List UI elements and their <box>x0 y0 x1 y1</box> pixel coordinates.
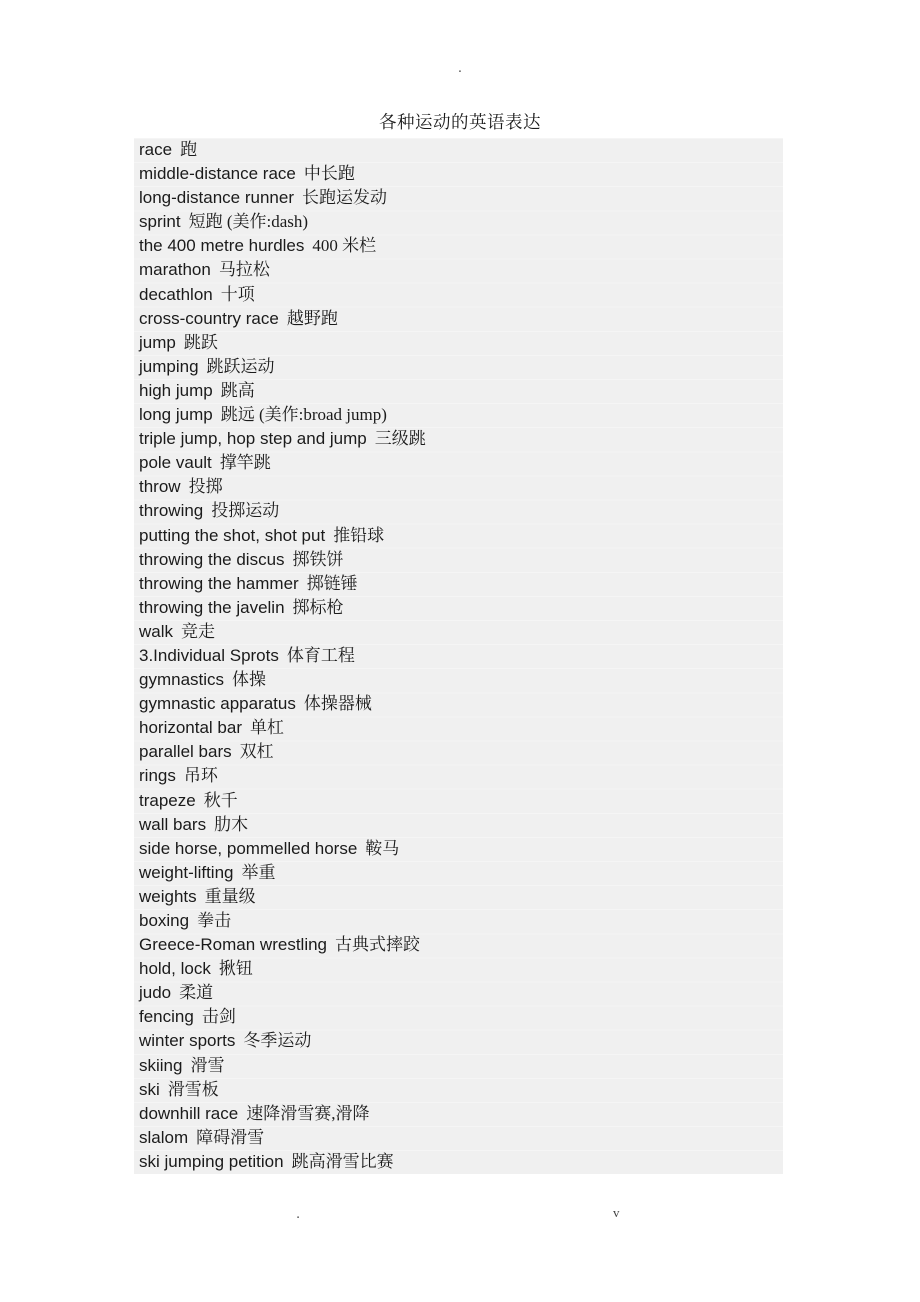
vocab-row <box>134 1054 783 1078</box>
vocab-translation-zh: 滑雪板 <box>167 1079 219 1099</box>
vocab-row <box>134 1029 783 1053</box>
vocab-translation-zh: 跑 <box>180 140 198 159</box>
vocab-translation-zh: 跳高 <box>220 380 255 400</box>
vocab-term-en: slalom <box>139 1127 189 1147</box>
vocab-row <box>134 644 783 668</box>
vocab-row <box>134 740 783 764</box>
vocab-translation-zh: 体操 <box>232 670 267 690</box>
vocab-term-en: horizontal bar <box>139 718 243 738</box>
vocab-row <box>134 692 783 716</box>
vocab-term-en: Greece-Roman wrestling <box>139 935 328 955</box>
vocab-row <box>134 1102 783 1126</box>
vocab-row <box>134 355 783 379</box>
vocab-translation-zh: 速降滑雪赛,滑降 <box>246 1103 370 1123</box>
vocab-translation-zh: 撑竿跳 <box>219 453 271 473</box>
vocab-term-en: marathon <box>139 260 211 280</box>
vocab-row <box>134 596 783 620</box>
vocab-translation-zh: 短跑 (美作:dash) <box>188 212 309 232</box>
vocab-row <box>134 909 783 933</box>
vocab-term-en: throwing the discus <box>139 549 285 569</box>
vocab-translation-zh: 400 米栏 <box>312 236 377 256</box>
vocab-translation-zh: 击剑 <box>201 1007 236 1027</box>
vocab-translation-zh: 柔道 <box>179 983 214 1003</box>
vocab-translation-zh: 投掷运动 <box>211 501 280 521</box>
vocab-row <box>134 258 783 282</box>
vocab-row <box>134 475 783 499</box>
vocab-translation-zh: 障碍滑雪 <box>196 1127 265 1147</box>
vocab-translation-zh: 双杠 <box>239 742 274 762</box>
vocab-row <box>134 186 783 210</box>
top-period-mark: . <box>457 59 463 76</box>
vocab-translation-zh: 鞍马 <box>365 838 400 858</box>
vocab-row <box>134 451 783 475</box>
vocab-term-en: the 400 metre hurdles <box>139 236 305 256</box>
vocab-row <box>134 403 783 427</box>
vocab-term-en: throwing the javelin <box>139 597 285 617</box>
vocab-row <box>134 861 783 885</box>
vocab-term-en: race <box>139 140 173 159</box>
vocab-translation-zh: 投掷 <box>188 477 223 497</box>
vocab-term-en: rings <box>139 766 176 786</box>
vocab-term-en: jumping <box>139 356 199 376</box>
vocab-row <box>134 668 783 692</box>
vocab-term-en: side horse, pommelled horse <box>139 838 358 858</box>
vocab-row <box>134 138 783 162</box>
vocab-row <box>134 572 783 596</box>
vocab-row <box>134 957 783 981</box>
vocab-translation-zh: 竞走 <box>181 621 216 641</box>
vocab-translation-zh: 马拉松 <box>218 260 270 280</box>
vocab-term-en: long-distance runner <box>139 188 294 208</box>
vocab-translation-zh: 掷铁饼 <box>292 549 344 569</box>
vocab-row <box>134 307 783 331</box>
vocab-translation-zh: 秋千 <box>203 790 238 810</box>
vocab-translation-zh: 三级跳 <box>374 429 426 449</box>
vocab-term-en: long jump <box>139 405 213 425</box>
vocab-translation-zh: 推铅球 <box>333 525 385 545</box>
vocab-term-en: throw <box>139 477 181 497</box>
vocab-translation-zh: 肋木 <box>214 814 249 834</box>
vocab-row <box>134 981 783 1005</box>
vocab-row <box>134 1126 783 1150</box>
vocab-term-en: throwing <box>139 501 204 521</box>
page-title: 各种运动的英语表达 <box>379 112 541 132</box>
vocab-row <box>134 789 783 813</box>
vocab-term-en: middle-distance race <box>139 164 296 184</box>
vocab-term-en: ski <box>139 1079 160 1099</box>
vocab-translation-zh: 单杠 <box>250 718 285 738</box>
vocab-row <box>134 837 783 861</box>
vocab-term-en: jump <box>139 332 176 352</box>
vocab-translation-zh: 掷链锤 <box>306 573 358 593</box>
vocab-translation-zh: 古典式摔跤 <box>335 935 421 955</box>
vocab-term-en: hold, lock <box>139 959 211 979</box>
vocab-translation-zh: 跳远 (美作:broad jump) <box>220 405 387 425</box>
vocab-row <box>134 764 783 788</box>
vocab-row <box>134 283 783 307</box>
vocab-translation-zh: 中长跑 <box>303 164 355 184</box>
vocab-row <box>134 427 783 451</box>
vocab-translation-zh: 滑雪 <box>190 1055 225 1075</box>
vocab-row <box>134 379 783 403</box>
vocab-term-en: triple jump, hop step and jump <box>139 429 367 449</box>
vocab-row <box>134 620 783 644</box>
vocab-term-en: cross-country race <box>139 308 279 328</box>
vocab-term-en: boxing <box>139 911 190 930</box>
vocab-translation-zh: 体操器械 <box>303 694 372 714</box>
vocab-term-en: judo <box>139 983 172 1003</box>
vocab-translation-zh: 跳跃 <box>183 332 218 352</box>
vocab-term-en: fencing <box>139 1007 194 1027</box>
vocab-translation-zh: 体育工程 <box>286 645 355 665</box>
bottom-v-mark: v <box>613 1205 620 1220</box>
vocab-row <box>134 716 783 740</box>
vocab-term-en: weight-lifting <box>139 862 234 882</box>
vocab-term-en: walk <box>139 621 174 641</box>
vocab-term-en: decathlon <box>139 284 213 304</box>
vocab-term-en: wall bars <box>139 814 207 834</box>
vocab-term-en: 3.Individual Sprots <box>139 645 279 665</box>
vocab-row <box>134 1150 783 1174</box>
vocab-row <box>134 548 783 572</box>
vocab-translation-zh: 十项 <box>220 284 255 304</box>
vocab-translation-zh: 掷标枪 <box>292 597 344 617</box>
vocab-translation-zh: 越野跑 <box>286 308 338 328</box>
vocab-translation-zh: 冬季运动 <box>243 1031 312 1051</box>
vocab-term-en: putting the shot, shot put <box>139 525 326 545</box>
vocab-row <box>134 885 783 909</box>
bottom-period-mark: . <box>296 1205 301 1222</box>
vocab-row <box>134 1005 783 1029</box>
vocab-term-en: gymnastics <box>139 670 225 690</box>
vocab-term-en: ski jumping petition <box>139 1151 284 1171</box>
vocab-translation-zh: 吊环 <box>183 766 218 786</box>
vocab-term-en: trapeze <box>139 790 196 810</box>
vocab-row <box>134 499 783 523</box>
vocab-term-en: weights <box>139 886 197 906</box>
vocab-translation-zh: 跳高滑雪比赛 <box>291 1151 394 1171</box>
vocab-translation-zh: 重量级 <box>204 886 256 906</box>
vocab-row <box>134 162 783 186</box>
vocab-term-en: high jump <box>139 380 213 400</box>
vocab-row <box>134 331 783 355</box>
vocab-term-en: winter sports <box>139 1031 236 1051</box>
vocab-translation-zh: 跳跃运动 <box>206 356 275 376</box>
vocab-translation-zh: 长跑运发动 <box>301 188 387 208</box>
vocab-row <box>134 234 783 258</box>
vocab-row <box>134 210 783 234</box>
vocabulary-list <box>134 138 783 1174</box>
vocab-term-en: skiing <box>139 1055 183 1075</box>
vocab-term-en: parallel bars <box>139 742 232 762</box>
vocab-translation-zh: 拳击 <box>197 911 232 930</box>
vocab-translation-zh: 举重 <box>241 862 276 882</box>
vocab-term-en: sprint <box>139 212 181 232</box>
vocab-term-en: downhill race <box>139 1103 239 1123</box>
vocab-term-en: pole vault <box>139 453 212 473</box>
vocab-term-en: gymnastic apparatus <box>139 694 296 714</box>
vocab-term-en: throwing the hammer <box>139 573 299 593</box>
vocab-translation-zh: 揪钮 <box>218 959 253 979</box>
vocab-row <box>134 933 783 957</box>
vocab-row <box>134 813 783 837</box>
vocab-row <box>134 524 783 548</box>
vocab-row <box>134 1078 783 1102</box>
